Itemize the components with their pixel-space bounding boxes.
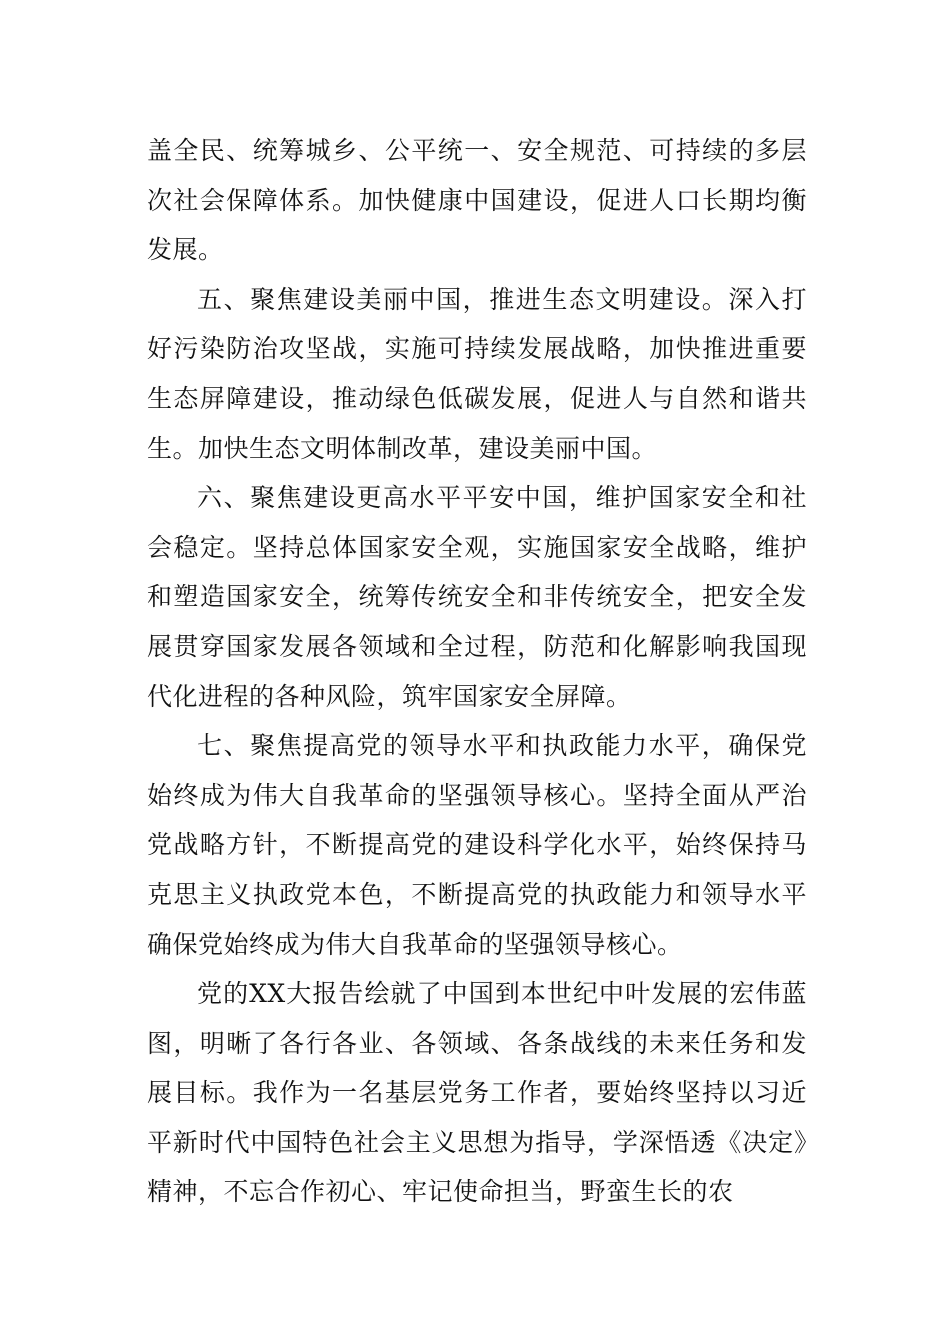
paragraph-national-security: 六、聚焦建设更高水平平安中国，维护国家安全和社会稳定。坚持总体国家安全观，实施国家安全战略，维护和塑造国家安全，统筹传统安全和非传统安全，把安全发展贯穿国家发展各领域和全过程，防范和化解影响我国现代化进程的各种风险，筑牢国家安全屏障。: [147, 483, 807, 711]
document-body: [147, 126, 807, 1217]
paragraph-party-leadership: 七、聚焦提高党的领导水平和执政能力水平，确保党始终成为伟大自我革命的坚强领导核心。坚持全面从严治党战略方针，不断提高党的建设科学化水平，始终保持马克思主义执政党本色，不断提高党的执政能力和领导水平确保党始终成为伟大自我革命的坚强领导核心。: [147, 731, 807, 959]
paragraph-ecological-civilization: 五、聚焦建设美丽中国，推进生态文明建设。深入打好污染防治攻坚战，实施可持续发展战略，加快推进重要生态屏障建设，推动绿色低碳发展，促进人与自然和谐共生。加快生态文明体制改革，建设美丽中国。: [147, 284, 807, 463]
paragraph-social-security-continuation: 盖全民、统筹城乡、公平统一、安全规范、可持续的多层次社会保障体系。加快健康中国建设，促进人口长期均衡发展。: [147, 136, 807, 265]
paragraph-personal-reflection: 党的XX大报告绘就了中国到本世纪中叶发展的宏伟蓝图，明晰了各行各业、各领域、各条战线的未来任务和发展目标。我作为一名基层党务工作者，要始终坚持以习近平新时代中国特色社会主义思想为指导，学深悟透《决定》精神，不忘合作初心、牢记使命担当，野蛮生长的农: [147, 979, 807, 1207]
